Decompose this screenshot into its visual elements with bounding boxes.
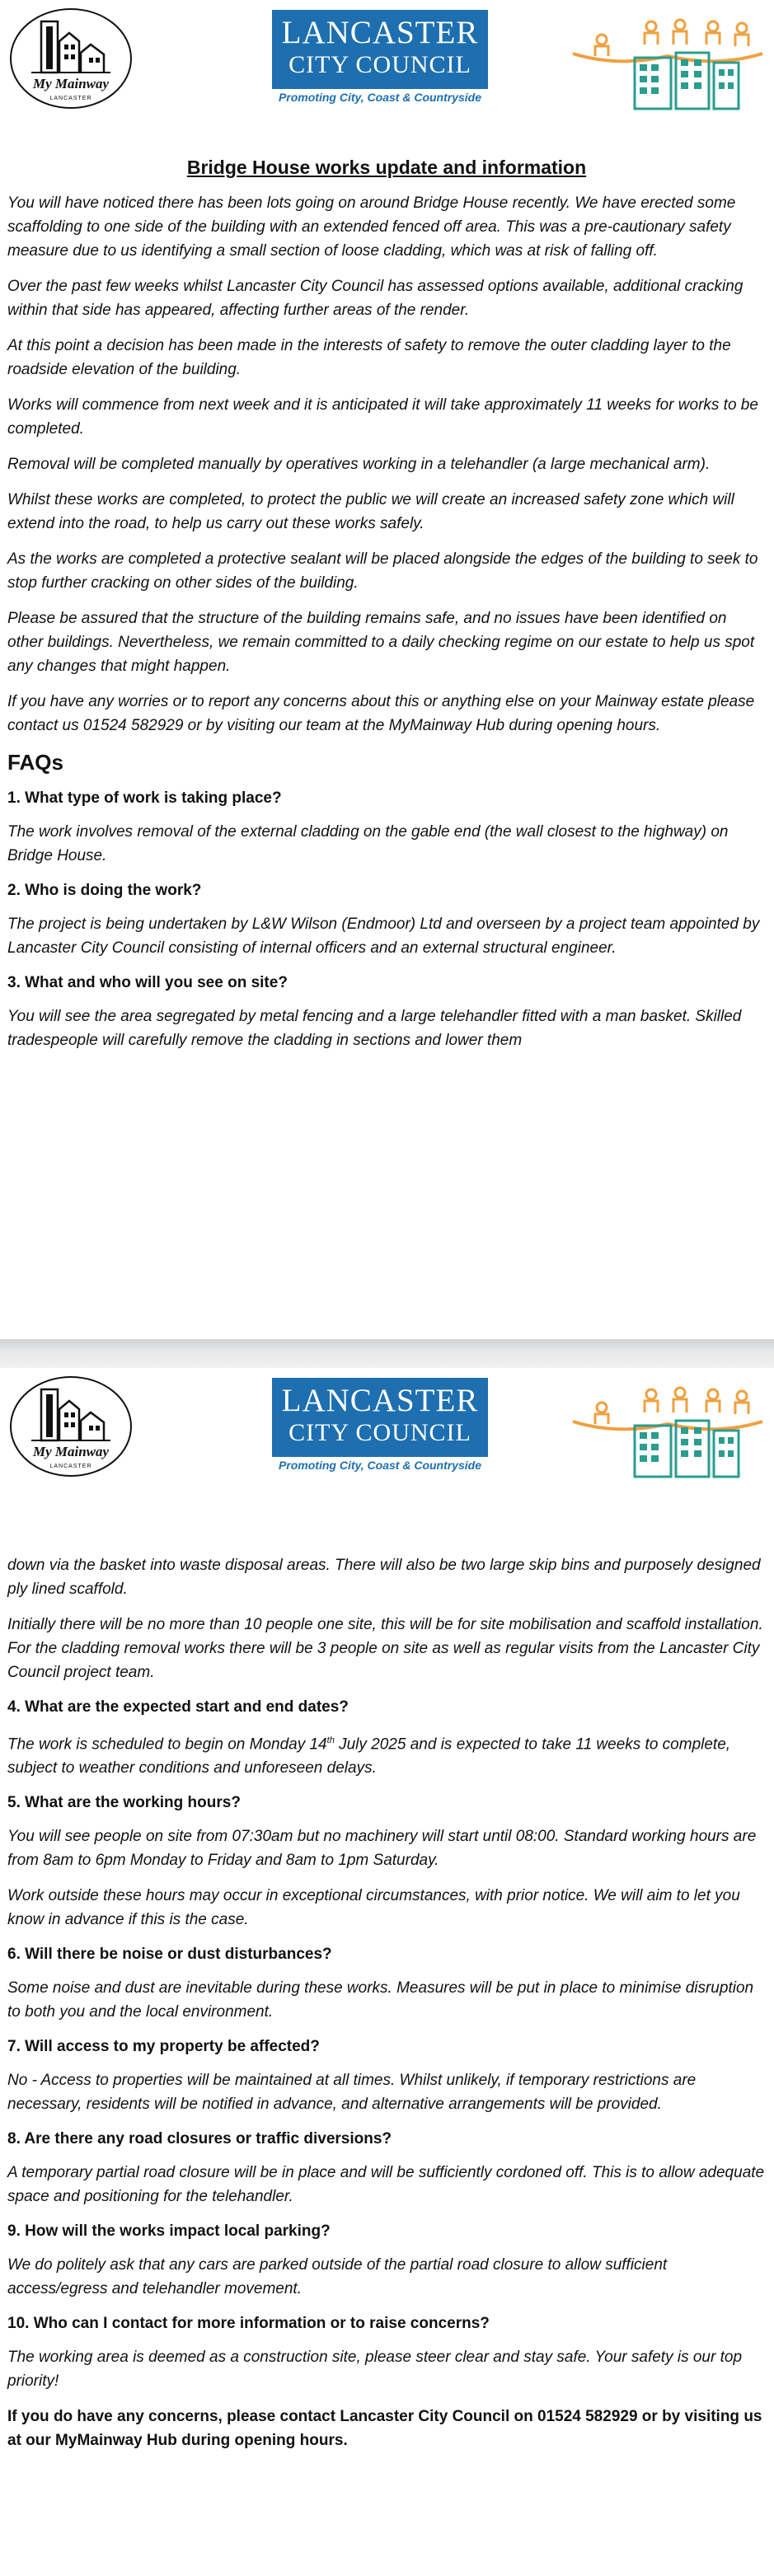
intro-paragraph: Please be assured that the structure of the building remains safe, and no issues have been identified on other buildings. Nevertheless, we remain committed to a daily checking regime on our estate to help us spot any changes that might happen. [7, 610, 755, 675]
council-logo-line1: LANCASTER [281, 1383, 479, 1418]
document-page-2 [0, 1368, 774, 2576]
faq-question: 4. What are the expected start and end dates? [7, 1698, 349, 1716]
mymainway-logo-sub: LANCASTER [49, 1464, 92, 1469]
faq-question: 2. Who is doing the work? [7, 882, 202, 899]
faq-question: 7. Will access to my property be affected? [7, 2038, 320, 2056]
intro-paragraph: Works will commence from next week and it is anticipated it will take approximately 11 weeks for works to be completed. [7, 396, 758, 438]
council-logo-line1: LANCASTER [281, 15, 479, 50]
intro-paragraph: Removal will be completed manually by operatives working in a telehandler (a large mechanical arm). [7, 456, 711, 473]
page-title: Bridge House works update and information [186, 157, 587, 178]
faqs-heading: FAQs [7, 750, 63, 775]
faq-question: 1. What type of work is taking place? [7, 789, 282, 807]
intro-paragraph: If you have any worries or to report any concerns about this or anything else on your Mainway estate please contact us 01524 582929 or by visiting our team at the MyMainway Hub during opening hours. [7, 693, 755, 734]
intro-paragraph: Over the past few weeks whilst Lancaster City Council has assessed options available, additional cracking within that side has appeared, affecting further areas of the render. [7, 278, 744, 319]
faq-question: 8. Are there any road closures or traffic diversions? [7, 2130, 392, 2148]
residents-buildings-logo [569, 1384, 767, 1479]
page-header [0, 0, 774, 115]
council-logo-tagline: Promoting City, Coast & Countryside [278, 1459, 482, 1472]
contact-note: If you do have any concerns, please contact Lancaster City Council on 01524 582929 or by visiting us at our MyMainway Hub during opening hours. [7, 2408, 762, 2450]
page1-content [7, 155, 766, 1064]
faq-answer-continued: down via the basket into waste disposal areas. There will also be two large skip bins and purposely designed ply lined scaffold. [7, 1557, 761, 1598]
faq4-answer-start: The work is scheduled to begin on Monday 14 [7, 1735, 327, 1754]
residents-buildings-logo [569, 16, 767, 111]
intro-paragraph: You will have noticed there has been lots going on around Bridge House recently. We have erected some scaffolding to one side of the building with an extended fenced off area. This was a pre-cautionary safety measure due to us identifying a small section of loose cladding, which was at risk of falling off. [7, 194, 736, 260]
faq-question: 5. What are the working hours? [7, 1794, 241, 1812]
intro-paragraph: Whilst these works are completed, to protect the public we will create an increased safety zone which will extend into the road, to help us carry out these works safely. [7, 491, 734, 532]
faq-answer: Some noise and dust are inevitable during these works. Measures will be put in place to minimise disruption to both you and the local environment. [7, 1979, 754, 2021]
ordinal-suffix: th [326, 1735, 335, 1745]
faq-answer-continued: Initially there will be no more than 10 people one site, this will be for site mobilisation and scaffold installation. For the cladding removal works there will be 3 people on site as well as regular visits from the Lancaster City Council project team. [7, 1616, 763, 1681]
faq-answer: You will see people on site from 07:30am but no machinery will start until 08:00. Standard working hours are from 8am to 6pm Monday to Friday and 8am to 1pm Saturday. [7, 1828, 757, 1870]
faq-question: 6. Will there be noise or dust disturbances? [7, 1946, 332, 1964]
page2-content [7, 1553, 766, 2452]
faq-question: 3. What and who will you see on site? [7, 974, 288, 991]
mymainway-logo [8, 7, 134, 110]
intro-paragraph: As the works are completed a protective sealant will be placed alongside the edges of the building to seek to stop further cracking on other sides of the building. [7, 550, 758, 592]
mymainway-logo [8, 1375, 134, 1478]
faq-answer: No - Access to properties will be maintained at all times. Whilst unlikely, if temporary restrictions are necessary, residents will be notified in advance, and alternative arrangements will be provided. [7, 2072, 697, 2114]
mymainway-logo-name: My Mainway [32, 1444, 110, 1459]
lancaster-city-council-logo [272, 1378, 488, 1475]
council-logo-line2: CITY COUNCIL [288, 1419, 471, 1446]
page-separator [0, 1339, 774, 1368]
faq4-answer-end: July 2025 and is expected to take 11 weeks to complete, subject to weather conditions and unforeseen delays. [7, 1735, 731, 1777]
mymainway-logo-name: My Mainway [32, 76, 110, 91]
faq-answer: Work outside these hours may occur in exceptional circumstances, with prior notice. We will aim to let you know in advance if this is the case. [7, 1887, 740, 1929]
intro-paragraph: At this point a decision has been made in the interests of safety to remove the outer cladding layer to the roadside elevation of the building. [7, 337, 731, 378]
faq-answer: The working area is deemed as a construction site, please steer clear and stay safe. Your safety is our top priority! [7, 2349, 743, 2391]
council-logo-tagline: Promoting City, Coast & Countryside [278, 91, 482, 104]
council-logo-line2: CITY COUNCIL [288, 51, 471, 78]
lancaster-city-council-logo [272, 10, 488, 107]
mymainway-logo-sub: LANCASTER [49, 96, 92, 101]
faq-answer [7, 1729, 766, 1780]
faq-answer: We do politely ask that any cars are parked outside of the partial road closure to allow sufficient access/egress and telehandler movement. [7, 2256, 668, 2298]
faq-answer: The work involves removal of the external cladding on the gable end (the wall closest to the highway) on Bridge House. [7, 823, 729, 864]
faq-answer: You will see the area segregated by metal fencing and a large telehandler fitted with a man basket. Skilled tradespeople will carefully remove the cladding in sections and lower them [7, 1008, 742, 1049]
faq-answer: The project is being undertaken by L&W Wilson (Endmoor) Ltd and overseen by a project team appointed by Lancaster City Council consisting of internal officers and an external structural engineer. [7, 916, 760, 957]
faq-answer: A temporary partial road closure will be in place and will be sufficiently cordoned off. This is to allow adequate space and positioning for the telehandler. [7, 2164, 765, 2206]
faq-question: 10. Who can I contact for more information or to raise concerns? [7, 2315, 490, 2333]
page-header [0, 1368, 774, 1483]
faq-question: 9. How will the works impact local parking? [7, 2222, 331, 2241]
